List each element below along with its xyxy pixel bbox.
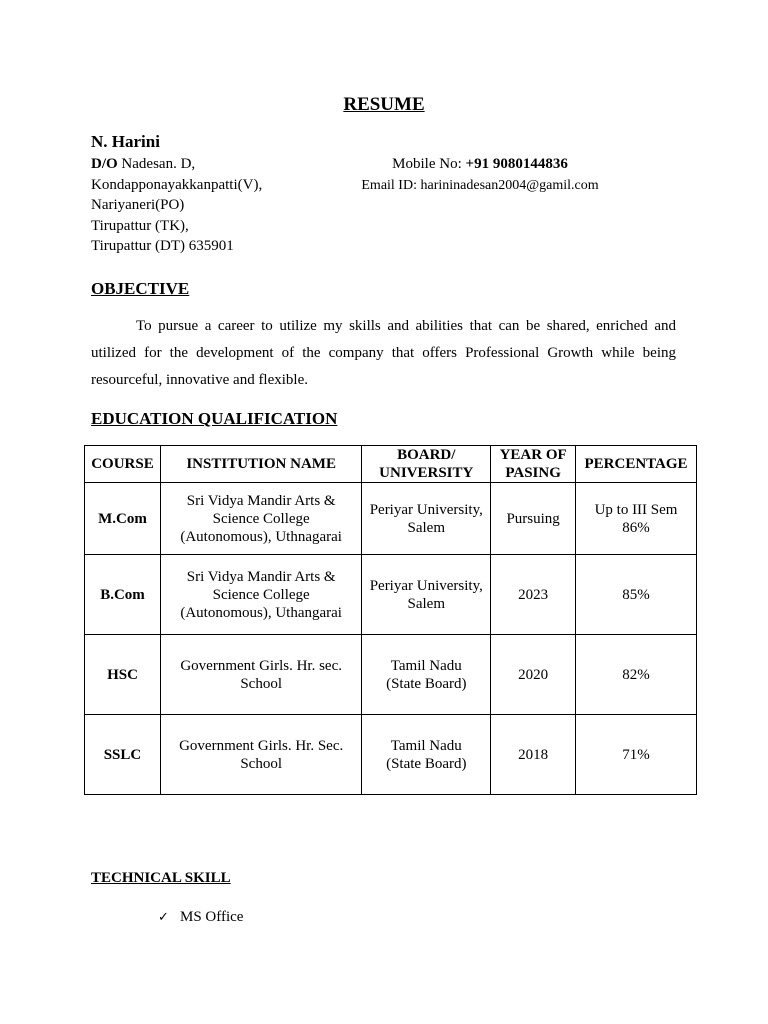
do-label: D/O (91, 156, 118, 172)
address-block (91, 154, 262, 257)
cell-line: Up to III Sem (594, 501, 678, 518)
year-cell: 2023 (491, 555, 576, 635)
address-line: Tirupattur (DT) 635901 (91, 238, 234, 254)
cell-line: School (240, 755, 282, 772)
percentage-cell (576, 483, 697, 555)
cell-line: Tamil Nadu (390, 657, 462, 674)
cell-line: (Autonomous), Uthnagarai (180, 528, 342, 545)
institution-cell (160, 635, 361, 715)
objective-text: To pursue a career to utilize my skills and abilities that can be shared, enriched and utilized for the development of the company that offers Professional Growth while being resourceful, innovative and flexible. (91, 318, 676, 388)
skill-label: MS Office (180, 909, 244, 925)
cell-line: Periyar University, (369, 577, 483, 594)
institution-cell (160, 555, 361, 635)
table-row (85, 555, 697, 635)
contact-block (330, 154, 630, 196)
email-row (330, 175, 630, 196)
cell-line: Sri Vidya Mandir Arts & (186, 568, 336, 585)
parent-name: Nadesan. D, (117, 156, 196, 172)
address-line: Kondapponayakkanpatti(V), (91, 176, 263, 193)
cell-line: Sri Vidya Mandir Arts & (186, 492, 336, 509)
parent-line (91, 154, 262, 175)
education-heading: EDUCATION QUALIFICATION (91, 409, 338, 428)
course-cell: HSC (85, 635, 161, 715)
column-header-institution: INSTITUTION NAME (160, 446, 361, 483)
technical-skill-heading: TECHNICAL SKILL (91, 870, 231, 886)
cell-line: 86% (622, 519, 650, 536)
column-header-course: COURSE (85, 446, 161, 483)
course-cell: SSLC (85, 715, 161, 795)
cell-line: Periyar University, (369, 501, 483, 518)
percentage-cell: 85% (576, 555, 697, 635)
course-cell: M.Com (85, 483, 161, 555)
mobile-number: +91 9080144836 (465, 156, 568, 172)
table-header-row (85, 446, 697, 483)
check-icon: ✓ (158, 910, 169, 925)
year-cell: 2020 (491, 635, 576, 715)
column-header-year: YEAR OF PASING (491, 446, 576, 483)
cell-line: Government Girls. Hr. sec. (180, 657, 342, 674)
board-cell (362, 483, 491, 555)
percentage-cell: 82% (576, 635, 697, 715)
year-cell: Pursuing (491, 483, 576, 555)
cell-line: (State Board) (386, 675, 467, 692)
year-cell: 2018 (491, 715, 576, 795)
institution-cell (160, 483, 361, 555)
cell-line: School (240, 675, 282, 692)
course-cell: B.Com (85, 555, 161, 635)
cell-line: (Autonomous), Uthangarai (180, 604, 342, 621)
board-cell (362, 715, 491, 795)
email-address: harininadesan2004@gamil.com (420, 178, 599, 193)
mobile-row (330, 154, 630, 175)
board-cell (362, 635, 491, 715)
cell-line: Salem (407, 519, 446, 536)
mobile-label: Mobile No: (392, 156, 466, 172)
table-row (85, 715, 697, 795)
cell-line: (State Board) (386, 755, 467, 772)
cell-line: Science College (212, 586, 310, 603)
resume-title: RESUME (343, 94, 425, 115)
address-line: Tirupattur (TK), (91, 217, 189, 234)
address-line: Nariyaneri(PO) (91, 197, 185, 213)
cell-line: Government Girls. Hr. Sec. (179, 737, 344, 754)
percentage-cell: 71% (576, 715, 697, 795)
cell-line: Tamil Nadu (390, 737, 462, 754)
board-cell (362, 555, 491, 635)
table-row (85, 635, 697, 715)
table-row (85, 483, 697, 555)
email-label: Email ID: (361, 178, 421, 193)
candidate-name: N. Harini (91, 132, 160, 151)
objective-heading: OBJECTIVE (91, 279, 190, 298)
institution-cell (160, 715, 361, 795)
cell-line: Salem (407, 595, 446, 612)
cell-line: Science College (212, 510, 310, 527)
skill-item (158, 907, 243, 928)
column-header-percentage: PERCENTAGE (576, 446, 697, 483)
education-table (84, 445, 697, 795)
column-header-board: BOARD/ UNIVERSITY (362, 446, 491, 483)
